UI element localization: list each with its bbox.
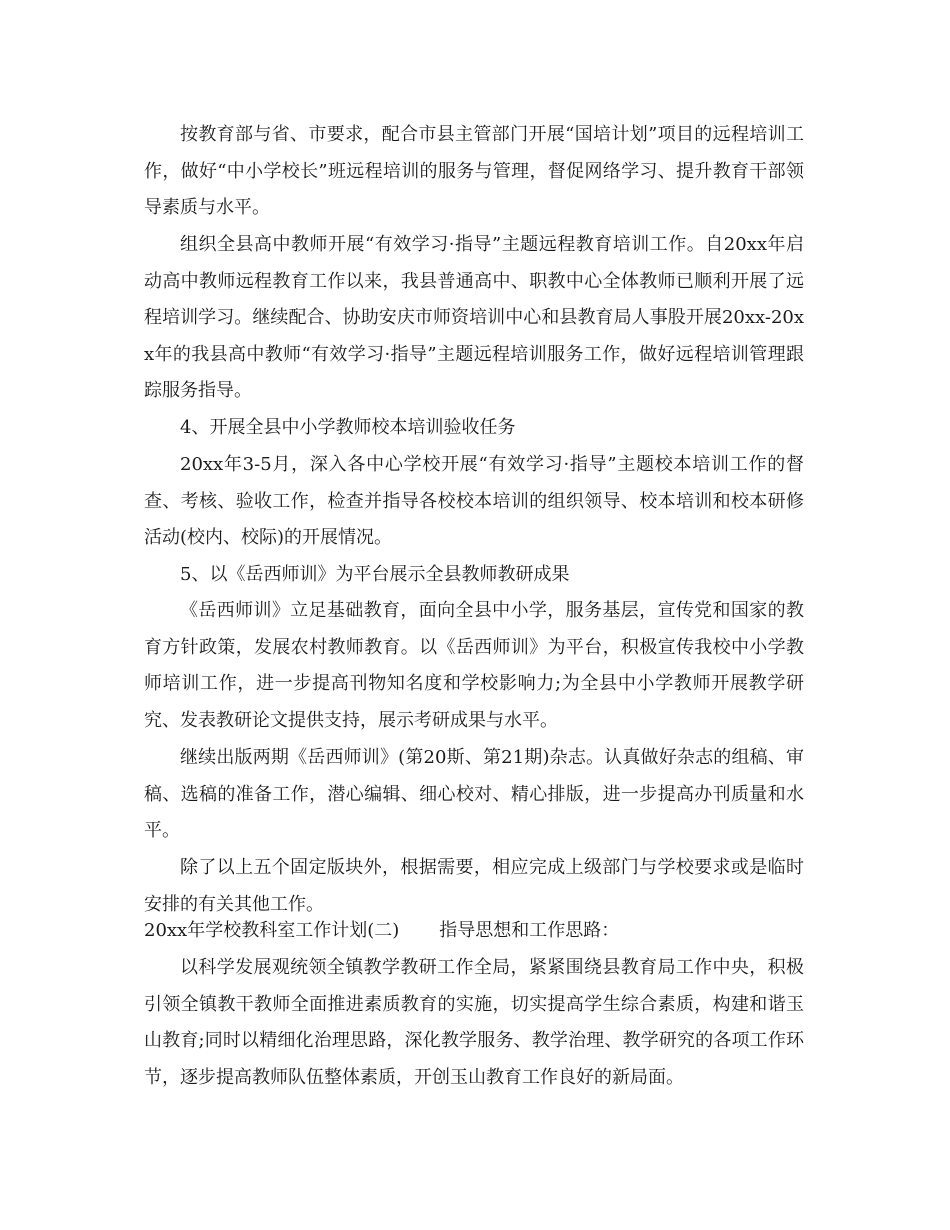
paragraph-guiding-thought: 以科学发展观统领全镇教学教研工作全局，紧紧围绕县教育局工作中央，积极引领全镇教干教师全面推进素质教育的实施，切实提高学生综合素质，构建和谐玉山教育;同时以精细化治理思路，深化教学服务、教学治理、教学研究的各项工作环节，逐步提高教师队伍整体素质，开创玉山教育工作良好的新局面。: [144, 957, 804, 1088]
plan-title: 20xx年学校教科室工作计划(二): [144, 920, 400, 941]
paragraph-other-work: 除了以上五个固定版块外，根据需要，相应完成上级部门与学校要求或是临时安排的有关其他工作。: [144, 857, 804, 915]
heading-section-5: 5、以《岳西师训》为平台展示全县教师教研成果: [180, 564, 570, 585]
heading-section-4: 4、开展全县中小学教师校本培训验收任务: [180, 417, 516, 438]
plan-title-line: [144, 913, 804, 950]
paragraph-high-school-remote-training: 组织全县高中教师开展“有效学习·指导”主题远程教育培训工作。自20xx年启动高中教师远程教育工作以来，我县普通高中、职教中心全体教师已顺利开展了远程培训学习。继续配合、协助安庆市师资培训中心和县教育局人事股开展20xx-20xx年的我县高中教师“有效学习·指导”主题远程培训服务工作，做好远程培训管理跟踪服务指导。: [144, 234, 804, 401]
paragraph-yuexi-journal: 《岳西师训》立足基础教育，面向全县中小学，服务基层，宣传党和国家的教育方针政策，发展农村教师教育。以《岳西师训》为平台，积极宣传我校中小学教师培训工作，进一步提高刊物知名度和学校影响力;为全县中小学教师开展教学研究、发表教研论文提供支持，展示考研成果与水平。: [144, 600, 804, 731]
paragraph-journal-publishing: 继续出版两期《岳西师训》(第20斯、第21期)杂志。认真做好杂志的组稿、审稿、选稿的准备工作，潜心编辑、细心校对、精心排版，进一步提高办刊质量和水平。: [144, 747, 804, 841]
paragraph-guopei-training: 按教育部与省、市要求，配合市县主管部门开展“国培计划”项目的远程培训工作，做好“中小学校长”班远程培训的服务与管理，督促网络学习、提升教育干部领导素质与水平。: [144, 124, 804, 218]
guiding-thought-heading: 指导思想和工作思路：: [439, 920, 620, 941]
paragraph-school-based-training-check: 20xx年3-5月，深入各中心学校开展“有效学习·指导”主题校本培训工作的督查、考核、验收工作，检查并指导各校校本培训的组织领导、校本培训和校本研修活动(校内、校际)的开展情况。: [144, 454, 804, 548]
